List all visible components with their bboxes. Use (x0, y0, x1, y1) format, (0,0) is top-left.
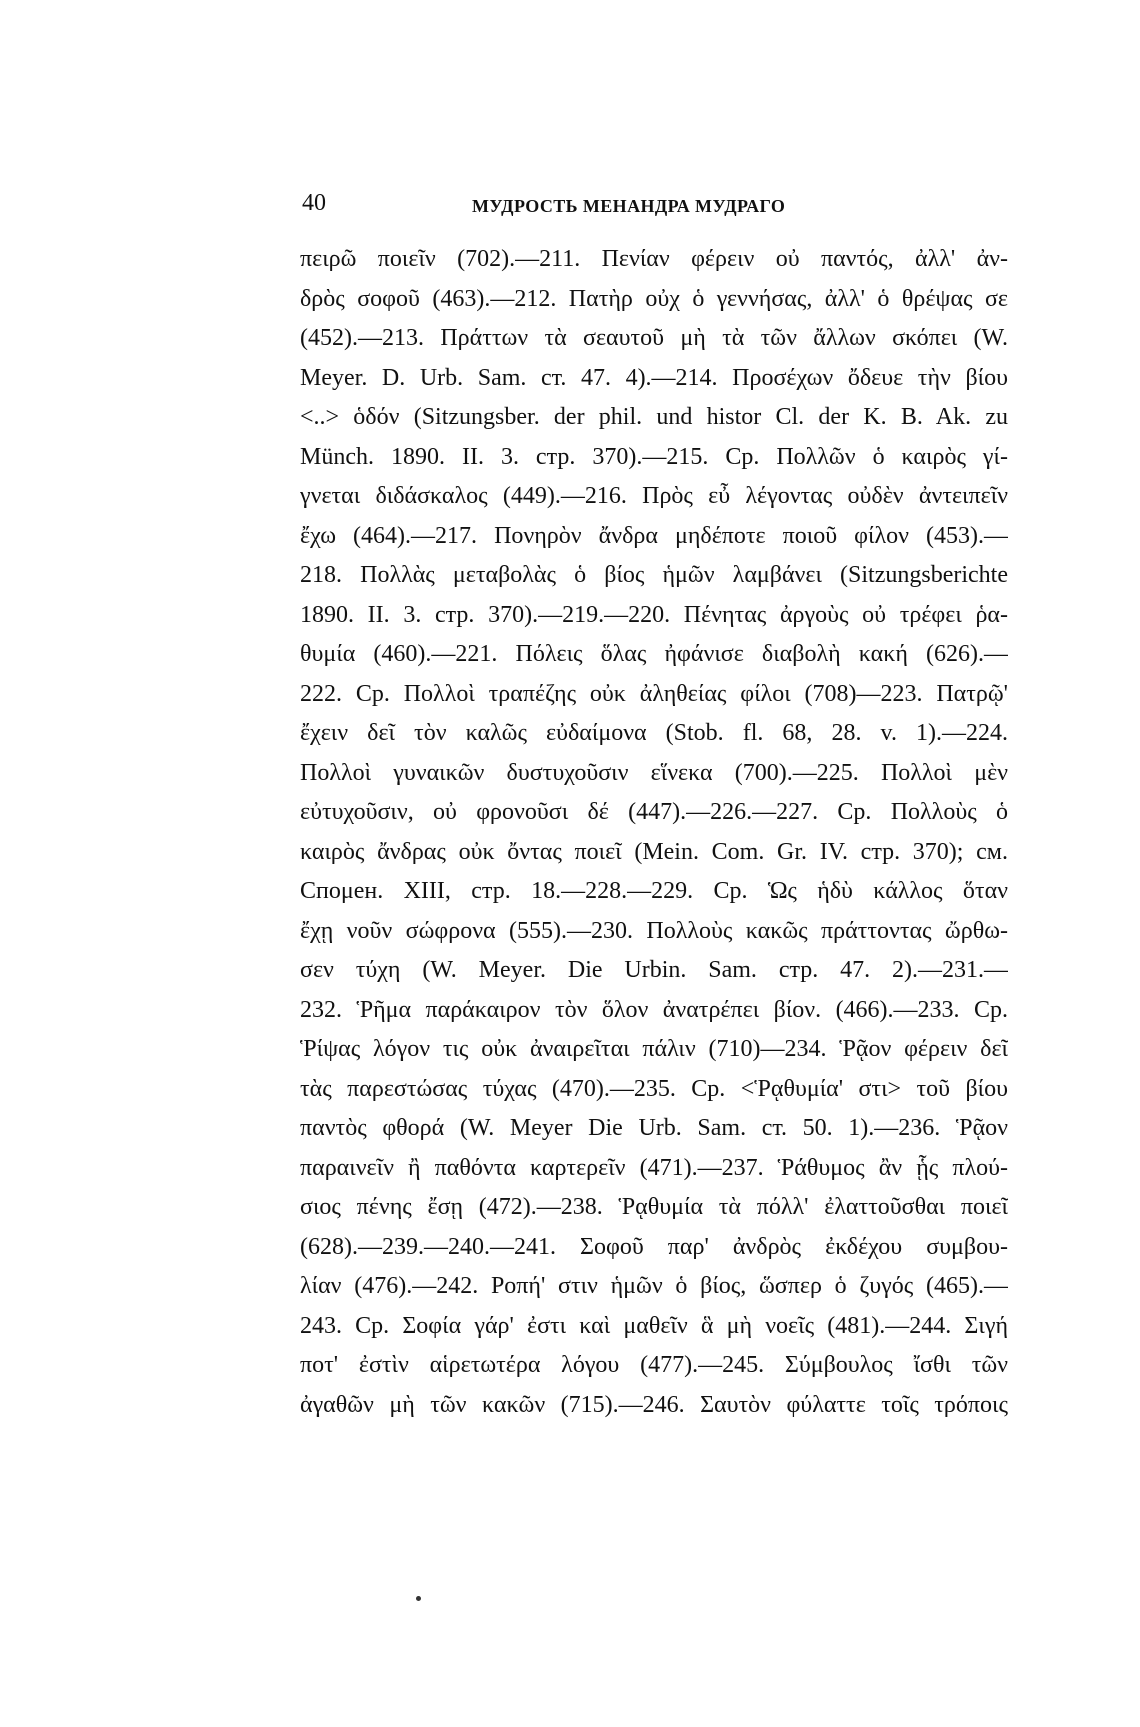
text-line: ἔχῃ νοῦν σώφρονα (555).—230. Πολλοὺς κακῶς πράττοντας ὤρθω- (300, 917, 1008, 944)
text-line: τὰς παρεστώσας τύχας (470).—235. Ср. <Ῥᾳθυμία' στι> τοῦ βίου (300, 1075, 1008, 1102)
text-line: Meyer. D. Urb. Sam. ст. 47. 4).—214. Προσέχων ὄδευε τὴν βίου (300, 364, 1008, 391)
text-line: σεν τύχη (W. Meyer. Die Urbin. Sam. стр. 47. 2).—231.— (300, 957, 1008, 983)
text-line: καιρὸς ἄνδρας οὐκ ὄντας ποιεῖ (Mein. Com. Gr. IV. стр. 370); см. (300, 838, 1008, 865)
body-text (300, 240, 1008, 1425)
text-line: σιος πένης ἔσῃ (472).—238. Ῥᾳθυμία τὰ πόλλ' ἐλαττοῦσθαι ποιεῖ (300, 1194, 1008, 1220)
text-line: 232. Ῥῆμα παράκαιρον τὸν ὅλον ἀνατρέπει βίον. (466).—233. Ср. (300, 996, 1008, 1023)
text-line: Споμен. XIII, стр. 18.—228.—229. Ср. Ὡς ἡδὺ κάλλος ὅταν (300, 878, 1008, 904)
text-line: 222. Ср. Πολλοὶ τραπέζης οὐκ ἀληθείας φίλοι (708)—223. Πατρῷ' (300, 680, 1008, 707)
text-line: γνεται διδάσκαλος (449).—216. Πρὸς εὖ λέγοντας οὐδὲν ἀντειπεῖν (300, 483, 1008, 509)
text-line: ἔχω (464).—217. Πονηρὸν ἄνδρα μηδέποτε ποιοῦ φίλον (453).— (300, 522, 1008, 549)
text-line: εὐτυχοῦσιν, οὐ φρονοῦσι δέ (447).—226.—227. Ср. Πολλοὺς ὁ (300, 799, 1008, 825)
text-line: <..> ὁδόν (Sitzungsber. der phil. und histor Cl. der K. B. Ak. zu (300, 404, 1008, 430)
text-line: λίαν (476).—242. Ροπή' στιν ἡμῶν ὁ βίος, ὥσπερ ὁ ζυγός (465).— (300, 1273, 1008, 1299)
text-line: 1890. II. 3. стр. 370).—219.—220. Πένητας ἀργοὺς οὐ τρέφει ῥα- (300, 601, 1008, 628)
text-line: 218. Πολλὰς μεταβολὰς ὁ βίος ἡμῶν λαμβάνει (Sitzungsberichte (300, 562, 1008, 588)
text-line: 243. Ср. Σοφία γάρ' ἐστι καὶ μαθεῖν ἃ μὴ νοεῖς (481).—244. Σιγή (300, 1312, 1008, 1339)
text-line: παντὸς φθορά (W. Meyer Die Urb. Sam. ст. 50. 1).—236. Ῥᾷον (300, 1115, 1008, 1141)
text-line: παραινεῖν ἢ παθόντα καρτερεῖν (471).—237. Ῥάθυμος ἂν ᾗς πλού- (300, 1154, 1008, 1181)
text-line: Πολλοὶ γυναικῶν δυστυχοῦσιν εἵνεκα (700).—225. Πολλοὶ μὲν (300, 759, 1008, 786)
text-line: Münch. 1890. II. 3. стр. 370).—215. Ср. Πολλῶν ὁ καιρὸς γί- (300, 443, 1008, 470)
text-line: Ῥίψας λόγον τις οὐκ ἀναιρεῖται πάλιν (710)—234. Ῥᾷον φέρειν δεῖ (300, 1036, 1008, 1062)
text-line: (628).—239.—240.—241. Σοφοῦ παρ' ἀνδρὸς ἐκδέχου συμβου- (300, 1233, 1008, 1260)
text-line: δρὸς σοφοῦ (463).—212. Πατὴρ οὐχ ὁ γεννήσας, ἀλλ' ὁ θρέψας σε (300, 285, 1008, 312)
page-number: 40 (302, 190, 326, 216)
text-line: (452).—213. Πράττων τὰ σεαυτοῦ μὴ τὰ τῶν ἄλλων σκόπει (W. (300, 325, 1008, 351)
page-header (302, 188, 1012, 228)
text-line: ἔχειν δεῖ τὸν καλῶς εὐδαίμονα (Stob. fl. 68, 28. v. 1).—224. (300, 720, 1008, 746)
text-line: ἀγαθῶν μὴ τῶν κακῶν (715).—246. Σαυτὸν φύλαττε τοῖς τρόποις (300, 1391, 1008, 1418)
running-head: МУДРОСТЬ МЕНАНДРА МУДРАГО (472, 196, 786, 216)
text-line: πειρῶ ποιεῖν (702).—211. Πενίαν φέρειν οὐ παντός, ἀλλ' ἀν- (300, 246, 1008, 272)
ink-speck (416, 1596, 421, 1601)
text-line: ποτ' ἐστὶν αἱρετωτέρα λόγου (477).—245. Σύμβουλος ἴσθι τῶν (300, 1352, 1008, 1378)
text-line: θυμία (460).—221. Πόλεις ὅλας ἠφάνισε διαβολὴ κακή (626).— (300, 641, 1008, 667)
